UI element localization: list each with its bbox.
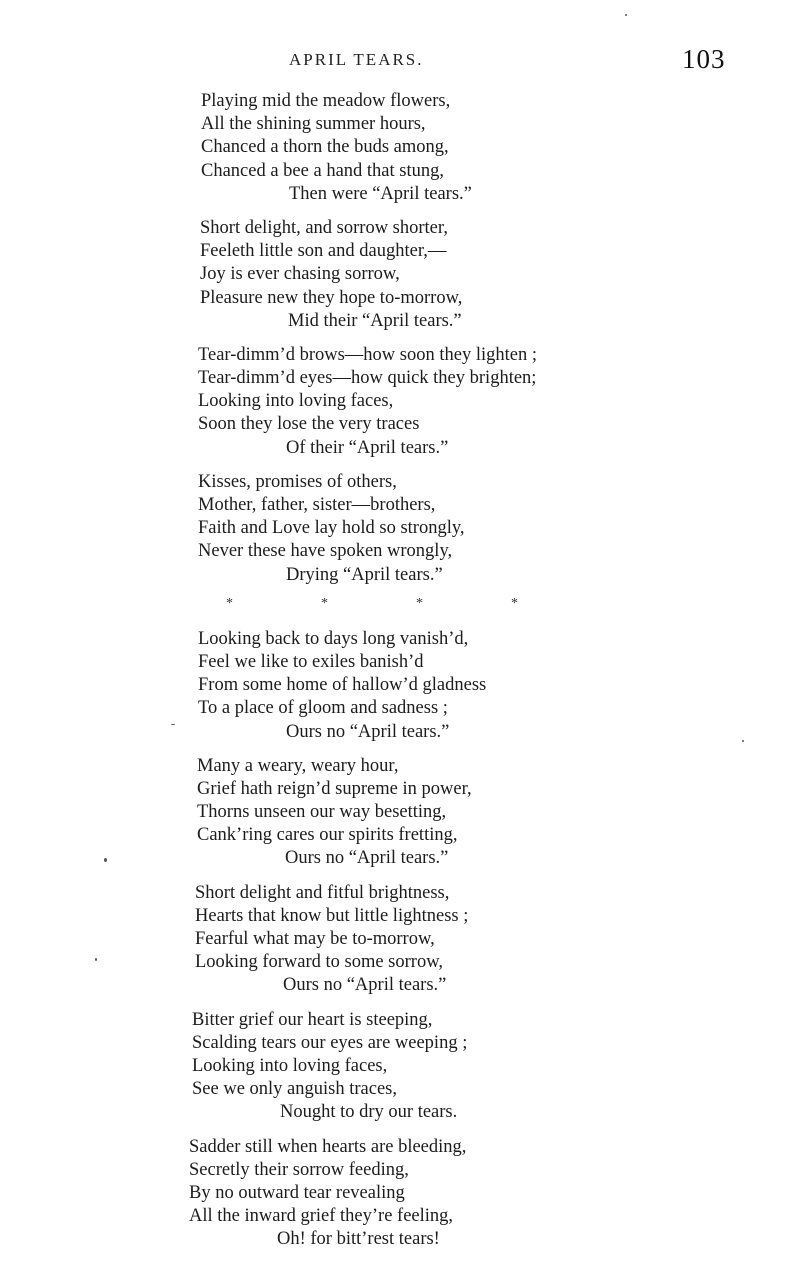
poem-line: Chanced a bee a hand that stung,	[201, 160, 444, 181]
stanza	[189, 1136, 806, 1252]
poem-line: To a place of gloom and sadness ;	[198, 698, 448, 719]
print-speck	[742, 740, 744, 742]
poem-line: Short delight and fitful brightness,	[195, 882, 450, 903]
poem-line: Soon they lose the very traces	[198, 414, 420, 435]
print-speck	[104, 858, 107, 862]
running-title: APRIL TEARS.	[289, 50, 424, 69]
print-speck	[95, 958, 97, 961]
asterisk: *	[226, 595, 233, 611]
poem-line: Looking forward to some sorrow,	[195, 952, 443, 973]
poem-line: Bitter grief our heart is steeping,	[192, 1009, 433, 1030]
poem-line: Joy is ever chasing sorrow,	[200, 264, 400, 285]
stanza	[198, 471, 806, 587]
print-speck	[171, 724, 175, 725]
refrain-line: Then were “April tears.”	[289, 183, 472, 204]
running-head	[0, 44, 806, 76]
poem-line: Hearts that know but little lightness ;	[195, 905, 469, 926]
poem-line: Feeleth little son and daughter,—	[200, 241, 447, 262]
poem	[0, 90, 806, 1262]
stanza	[200, 217, 806, 333]
stanza	[198, 344, 806, 460]
poem-line: See we only anguish traces,	[192, 1079, 397, 1100]
poem-line: Tear-dimm’d brows—how soon they lighten ;	[198, 344, 537, 365]
poem-line: Chanced a thorn the buds among,	[201, 137, 449, 158]
poem-line: Fearful what may be to-morrow,	[195, 929, 435, 949]
refrain-line: Of their “April tears.”	[286, 437, 449, 458]
refrain-line: Drying “April tears.”	[286, 564, 443, 585]
poem-line: By no outward tear revealing	[189, 1182, 405, 1203]
poem-line: Pleasure new they hope to-morrow,	[200, 287, 463, 308]
poem-line: Looking into loving faces,	[198, 391, 394, 412]
poem-line: Playing mid the meadow flowers,	[201, 91, 451, 111]
asterisk: *	[511, 595, 518, 611]
poem-line: Sadder still when hearts are bleeding,	[189, 1136, 467, 1157]
poem-line: Short delight, and sorrow shorter,	[200, 217, 448, 238]
refrain-line: Oh! for bitt’rest tears!	[277, 1229, 440, 1250]
stanza	[192, 1009, 806, 1125]
refrain-line: Ours no “April tears.”	[283, 975, 447, 996]
poem-line: From some home of hallow’d gladness	[198, 675, 487, 696]
page-number: 103	[682, 44, 726, 74]
refrain-line: Nought to dry our tears.	[280, 1102, 458, 1123]
poem-line: Looking back to days long vanish’d,	[198, 628, 469, 649]
poem-line: All the shining summer hours,	[201, 114, 426, 135]
refrain-line: Ours no “April tears.”	[285, 848, 449, 869]
section-break	[0, 594, 806, 622]
stanza	[198, 628, 806, 744]
poem-line: Faith and Love lay hold so strongly,	[198, 518, 465, 539]
poem-line: Mother, father, sister—brothers,	[198, 495, 436, 515]
refrain-line: Ours no “April tears.”	[286, 721, 450, 742]
poem-line: Never these have spoken wrongly,	[198, 541, 453, 562]
poem-line: Cank’ring cares our spirits fretting,	[197, 825, 458, 846]
poem-line: Thorns unseen our way besetting,	[197, 802, 447, 823]
print-speck	[625, 14, 627, 16]
poem-line: Feel we like to exiles banish’d	[198, 651, 424, 672]
asterisk: *	[416, 595, 423, 611]
poem-line: All the inward grief they’re feeling,	[189, 1206, 454, 1227]
stanza	[197, 755, 806, 871]
stanza	[201, 90, 806, 206]
poem-line: Tear-dimm’d eyes—how quick they brighten;	[198, 368, 537, 389]
poem-line: Kisses, promises of others,	[198, 471, 397, 492]
poem-line: Many a weary, weary hour,	[197, 755, 399, 776]
poem-line: Looking into loving faces,	[192, 1055, 388, 1076]
stanza	[195, 882, 806, 998]
poem-line: Grief hath reign’d supreme in power,	[197, 778, 472, 799]
poem-line: Scalding tears our eyes are weeping ;	[192, 1032, 468, 1053]
refrain-line: Mid their “April tears.”	[288, 310, 462, 331]
asterisk: *	[321, 595, 328, 611]
poem-line: Secretly their sorrow feeding,	[189, 1159, 409, 1180]
